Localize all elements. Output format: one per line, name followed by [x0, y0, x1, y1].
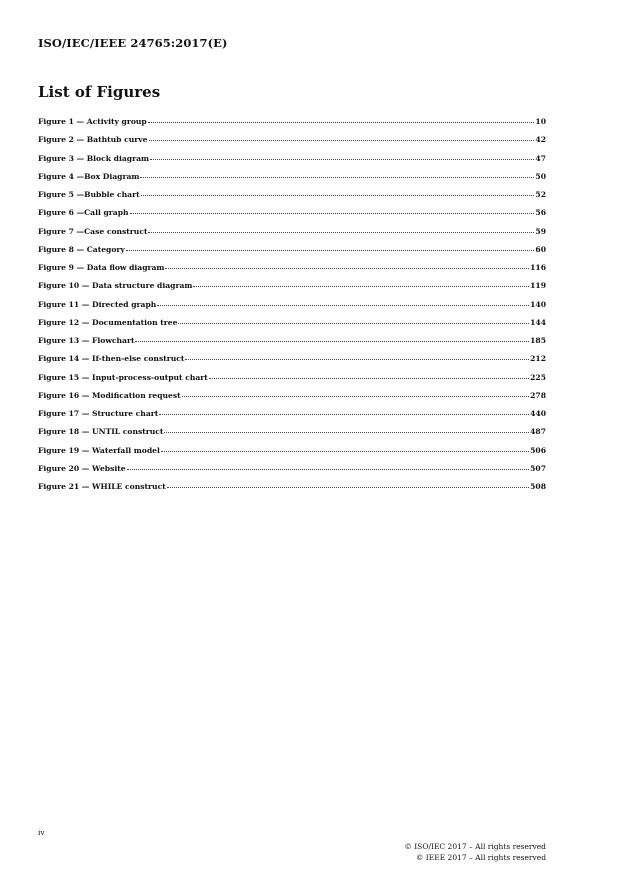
dot-leader — [149, 139, 535, 141]
dot-leader — [130, 212, 535, 214]
dot-leader — [148, 121, 535, 123]
figure-entry-page: 440 — [530, 409, 546, 418]
figure-entry-label: Figure 17 — Structure chart — [38, 409, 159, 418]
figure-entry-page: 278 — [530, 390, 546, 400]
figure-entry-label: Figure 8 — Category — [38, 244, 125, 254]
figure-entry-page: 506 — [530, 445, 546, 455]
figure-entry[interactable] — [38, 117, 546, 135]
dot-leader — [193, 285, 529, 287]
figure-entry[interactable] — [38, 245, 546, 263]
figure-entry-label: Figure 3 — Block diagram — [38, 153, 150, 163]
figure-entry[interactable] — [38, 300, 546, 318]
figure-entry-page: 56 — [535, 208, 546, 218]
figure-entry[interactable] — [38, 354, 546, 372]
figure-entry-page: 225 — [530, 372, 546, 382]
figure-entry-page: 47 — [535, 153, 546, 163]
figure-entry-page: 507 — [530, 463, 546, 473]
figure-entry-label: Figure 6 —Call graph — [38, 208, 129, 218]
figure-entry[interactable] — [38, 391, 546, 409]
figure-entry-label: Figure 20 — Website — [38, 463, 126, 473]
figure-entry-label: Figure 7 —Case construct — [38, 226, 148, 236]
figure-entry-label: Figure 16 — Modification request — [38, 390, 181, 400]
dot-leader — [164, 431, 529, 433]
figure-entry-page: 42 — [535, 135, 546, 145]
dot-leader — [167, 486, 529, 488]
dot-leader — [127, 468, 530, 470]
dot-leader — [141, 194, 535, 196]
figure-entry-label: Figure 5 —Bubble chart — [38, 190, 140, 199]
figure-entry[interactable] — [38, 336, 546, 354]
page-number: iv — [38, 828, 45, 837]
figure-entry[interactable] — [38, 172, 546, 190]
figure-entry-label: Figure 21 — WHILE construct — [38, 482, 166, 491]
figure-entry[interactable] — [38, 409, 546, 427]
dot-leader — [185, 358, 529, 360]
figure-entry-page: 60 — [535, 244, 546, 254]
figure-entry-page: 50 — [535, 171, 546, 181]
dot-leader — [126, 249, 535, 251]
figure-entry[interactable] — [38, 190, 546, 208]
dot-leader — [150, 158, 534, 160]
figure-entry-label: Figure 14 — If-then-else construct — [38, 354, 185, 364]
dot-leader — [178, 322, 529, 324]
figure-entry-label: Figure 4 —Box Diagram — [38, 171, 140, 181]
figure-entry-page: 508 — [530, 482, 546, 491]
figure-entry-page: 10 — [535, 117, 546, 126]
figure-entry-label: Figure 1 — Activity group — [38, 117, 147, 126]
figure-entry[interactable] — [38, 263, 546, 281]
figure-entry-label: Figure 9 — Data flow diagram — [38, 263, 165, 272]
figure-entry-page: 140 — [530, 299, 546, 309]
figure-entry-page: 116 — [530, 263, 546, 272]
dot-leader — [135, 340, 529, 342]
figure-entry[interactable] — [38, 318, 546, 336]
figure-list — [38, 117, 546, 500]
copyright-iso: © ISO/IEC 2017 – All rights reserved — [404, 842, 546, 851]
figure-entry-label: Figure 10 — Data structure diagram — [38, 281, 193, 291]
figure-entry-label: Figure 12 — Documentation tree — [38, 317, 178, 327]
figure-entry[interactable] — [38, 464, 546, 482]
dot-leader — [182, 395, 529, 397]
figure-entry[interactable] — [38, 373, 546, 391]
figure-entry-label: Figure 15 — Input-process-output chart — [38, 372, 208, 382]
figure-entry-label: Figure 2 — Bathtub curve — [38, 135, 148, 145]
figure-entry[interactable] — [38, 227, 546, 245]
figure-entry[interactable] — [38, 154, 546, 172]
copyright-ieee: © IEEE 2017 – All rights reserved — [415, 853, 546, 862]
figure-entry-page: 212 — [530, 354, 546, 364]
figure-entry-label: Figure 13 — Flowchart — [38, 336, 135, 345]
dot-leader — [161, 450, 529, 452]
dot-leader — [148, 231, 534, 233]
figure-entry[interactable] — [38, 135, 546, 153]
document-id: ISO/IEC/IEEE 24765:2017(E) — [38, 36, 228, 50]
page-title: List of Figures — [38, 83, 161, 101]
dot-leader — [159, 413, 529, 415]
figure-entry-page: 59 — [535, 226, 546, 236]
figure-entry-label: Figure 11 — Directed graph — [38, 299, 157, 309]
figure-entry[interactable] — [38, 281, 546, 299]
figure-entry-label: Figure 18 — UNTIL construct — [38, 427, 164, 437]
figure-entry-page: 119 — [530, 281, 546, 291]
copyright-block — [404, 841, 546, 863]
figure-entry-page: 144 — [530, 317, 546, 327]
figure-entry-page: 52 — [535, 190, 546, 199]
dot-leader — [157, 304, 529, 306]
figure-entry-page: 487 — [530, 427, 546, 437]
figure-entry[interactable] — [38, 208, 546, 226]
figure-entry-page: 185 — [530, 336, 546, 345]
dot-leader — [140, 176, 534, 178]
figure-entry[interactable] — [38, 446, 546, 464]
dot-leader — [165, 267, 529, 269]
figure-entry-label: Figure 19 — Waterfall model — [38, 445, 160, 455]
figure-entry[interactable] — [38, 482, 546, 500]
dot-leader — [209, 377, 529, 379]
figure-entry[interactable] — [38, 427, 546, 445]
